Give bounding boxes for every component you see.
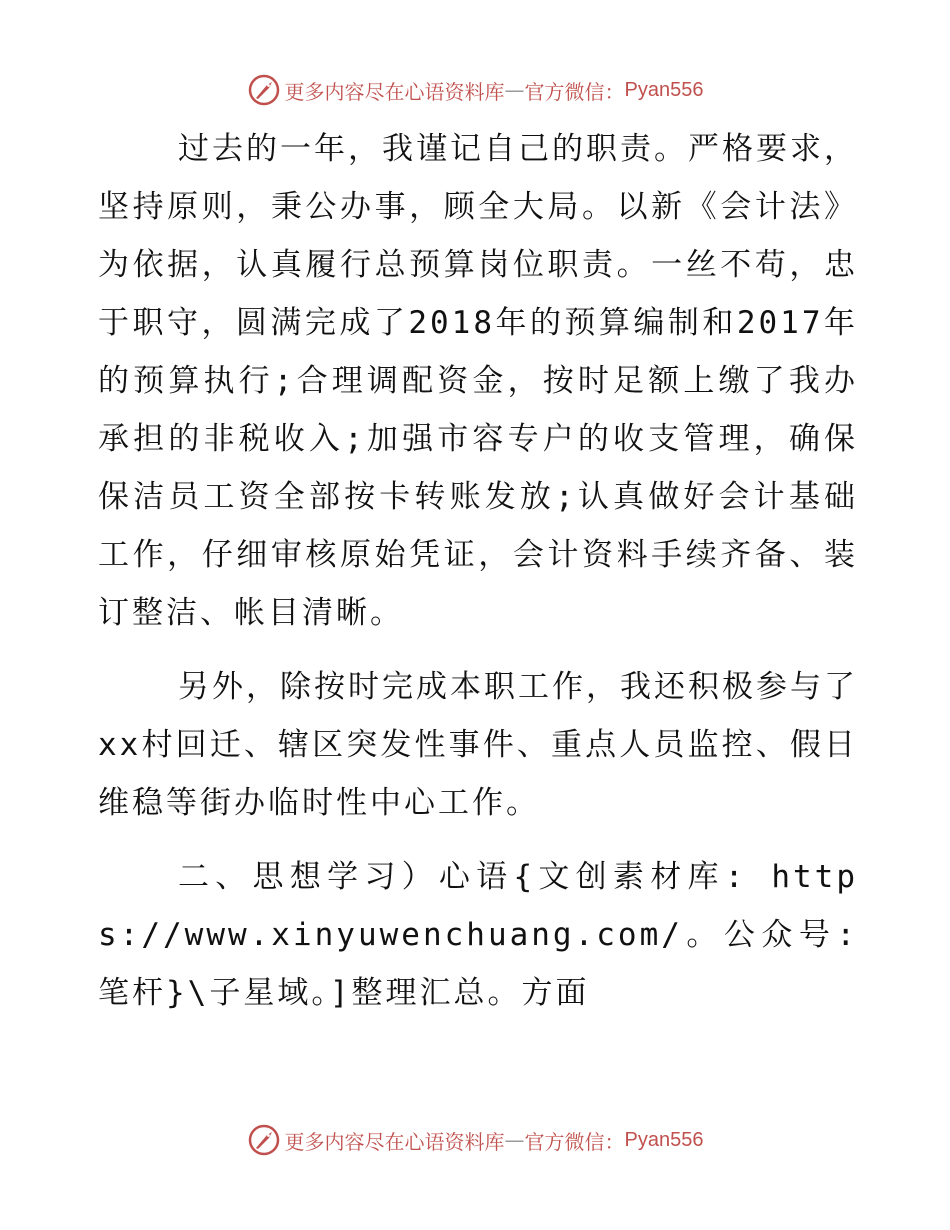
- paragraph-3: 二、思想学习）心语{文创素材库: https://www.xinyuwenchuang.com/。公众号: 笔杆}\子星域。]整理汇总。方面: [98, 859, 858, 1011]
- paragraph-2: 另外，除按时完成本职工作，我还积极参与了xx村回迁、辖区突发性事件、重点人员监控、假日维稳等街办临时性中心工作。: [98, 669, 858, 821]
- watermark-header: [0, 70, 950, 110]
- paragraph-1: 过去的一年，我谨记自己的职责。严格要求，坚持原则，秉公办事，顾全大局。以新《会计法》为依据，认真履行总预算岗位职责。一丝不苟，忠于职守，圆满完成了2018年的预算编制和2017年的预算执行;合理调配资金，按时足额上缴了我办承担的非税收入;加强市容专户的收支管理，确保保洁员工资全部按卡转账发放;认真做好会计基础工作，仔细审核原始凭证，会计资料手续齐备、装订整洁、帐目清晰。: [98, 131, 858, 631]
- watermark-separator: —: [504, 1128, 525, 1152]
- watermark-footer: [0, 1120, 950, 1160]
- watermark-site-text: 更多内容尽在心语资料库: [284, 79, 505, 104]
- watermark-wechat-label: 官方微信：: [524, 79, 625, 104]
- watermark-separator: —: [504, 78, 525, 102]
- pen-nib-circle-icon: [247, 1123, 281, 1157]
- watermark-wechat-id: Pyan556: [624, 1128, 704, 1151]
- pen-nib-circle-icon: [247, 73, 281, 107]
- watermark-wechat-id: Pyan556: [624, 78, 704, 101]
- document-body: [98, 120, 858, 1022]
- watermark-site-text: 更多内容尽在心语资料库: [284, 1129, 505, 1154]
- watermark-wechat-label: 官方微信：: [524, 1129, 625, 1154]
